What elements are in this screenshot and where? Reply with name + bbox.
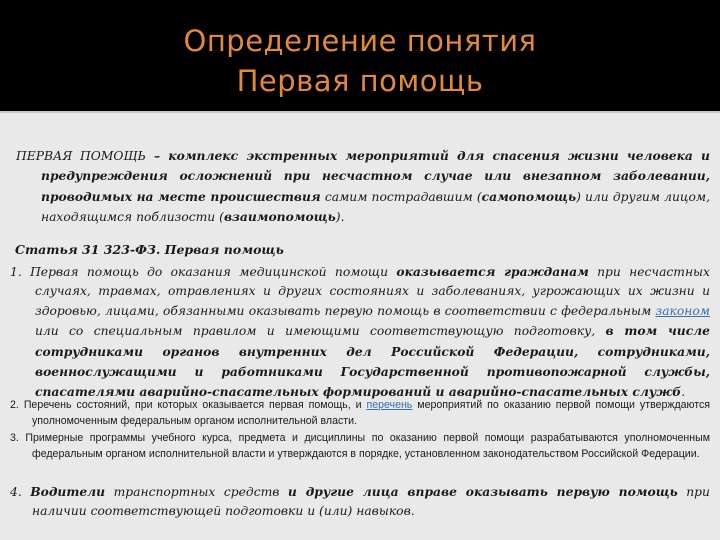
item-3-number: 3. (10, 432, 26, 444)
definition-term: ПЕРВАЯ ПОМОЩЬ (16, 149, 146, 163)
item-2 (10, 398, 710, 429)
article-heading-text: Статья 31 323-ФЗ. Первая помощь (15, 242, 284, 257)
item-1-text-1: Первая помощь до оказания медицинской помощи (30, 265, 397, 279)
item-3-text: Примерные программы учебного курса, предмета и дисциплины по оказанию первой помощи разрабатываются уполномоченным федеральным органом исполнительной власти и утверждаются в порядке, установленном законодательством Российской Федерации. (25, 432, 710, 460)
item-3 (10, 431, 710, 462)
item-4-text-2: при наличии соответствующей подготовки и (или) навыков. (32, 485, 710, 518)
law-link[interactable]: законом (655, 303, 710, 318)
item-4-bold-1: Водители (30, 484, 106, 499)
item-2-number: 2. (10, 399, 24, 411)
slide-content (0, 113, 720, 540)
definition-bold-place: на месте происшествия (136, 188, 321, 204)
definition-bold-mutual-help: взаимопомощь (223, 209, 336, 225)
definition-text-3: ) или другим лицом, находящимся поблизости ( (41, 189, 710, 225)
item-4-number: 4. (10, 485, 31, 499)
definition-text-4: ). (335, 210, 345, 225)
item-4-bold-2: и другие лица вправе оказывать первую помощь (287, 484, 678, 499)
definition-paragraph (16, 146, 710, 228)
slide-title-line-2: Первая помощь (236, 64, 484, 98)
definition-text-1: – комплекс экстренных мероприятий для спасения жизни человека и предупреждения осложнений при несчастном случае или внезапном заболевании, проводимых (41, 148, 710, 204)
item-2-text-2: мероприятий по оказанию первой помощи утверждаются уполномоченным федеральным органом исполнительной власти. (32, 399, 711, 427)
item-1 (10, 262, 710, 403)
list-link[interactable]: перечень (366, 399, 413, 411)
article-heading (15, 240, 615, 259)
definition-bold-self-help: самопомощь (481, 188, 577, 204)
item-1-bold-1: оказывается гражданам (396, 264, 589, 279)
item-4-text-1: транспортных средств (105, 485, 288, 499)
title-bar (0, 0, 720, 113)
item-4 (10, 482, 710, 521)
item-1-number: 1. (10, 265, 31, 279)
item-1-bold-2: в том числе сотрудниками органов внутренних дел Российской Федерации, сотрудниками, военнослужащими и работниками Государственной противопожарной службы, спасателями аварийно-спасательных формирований и аварийно-спасательных служб (35, 323, 711, 400)
item-1-text-2: при несчастных случаях, травмах, отравлениях и других состояниях и заболеваниях, угрожающих их жизни и здоровью, лицами, обязанными оказывать первую помощь в соответствии с федеральным (35, 265, 710, 318)
slide-title-line-1: Определение понятия (183, 24, 537, 58)
item-1-text-4: . (681, 385, 686, 400)
item-1-text-3: или со специальным правилом и имеющими соответствующую подготовку, (35, 324, 606, 339)
definition-text-2: самим пострадавшим ( (320, 189, 482, 204)
item-2-text-1: Перечень состояний, при которых оказывается первая помощь, и (23, 399, 367, 411)
